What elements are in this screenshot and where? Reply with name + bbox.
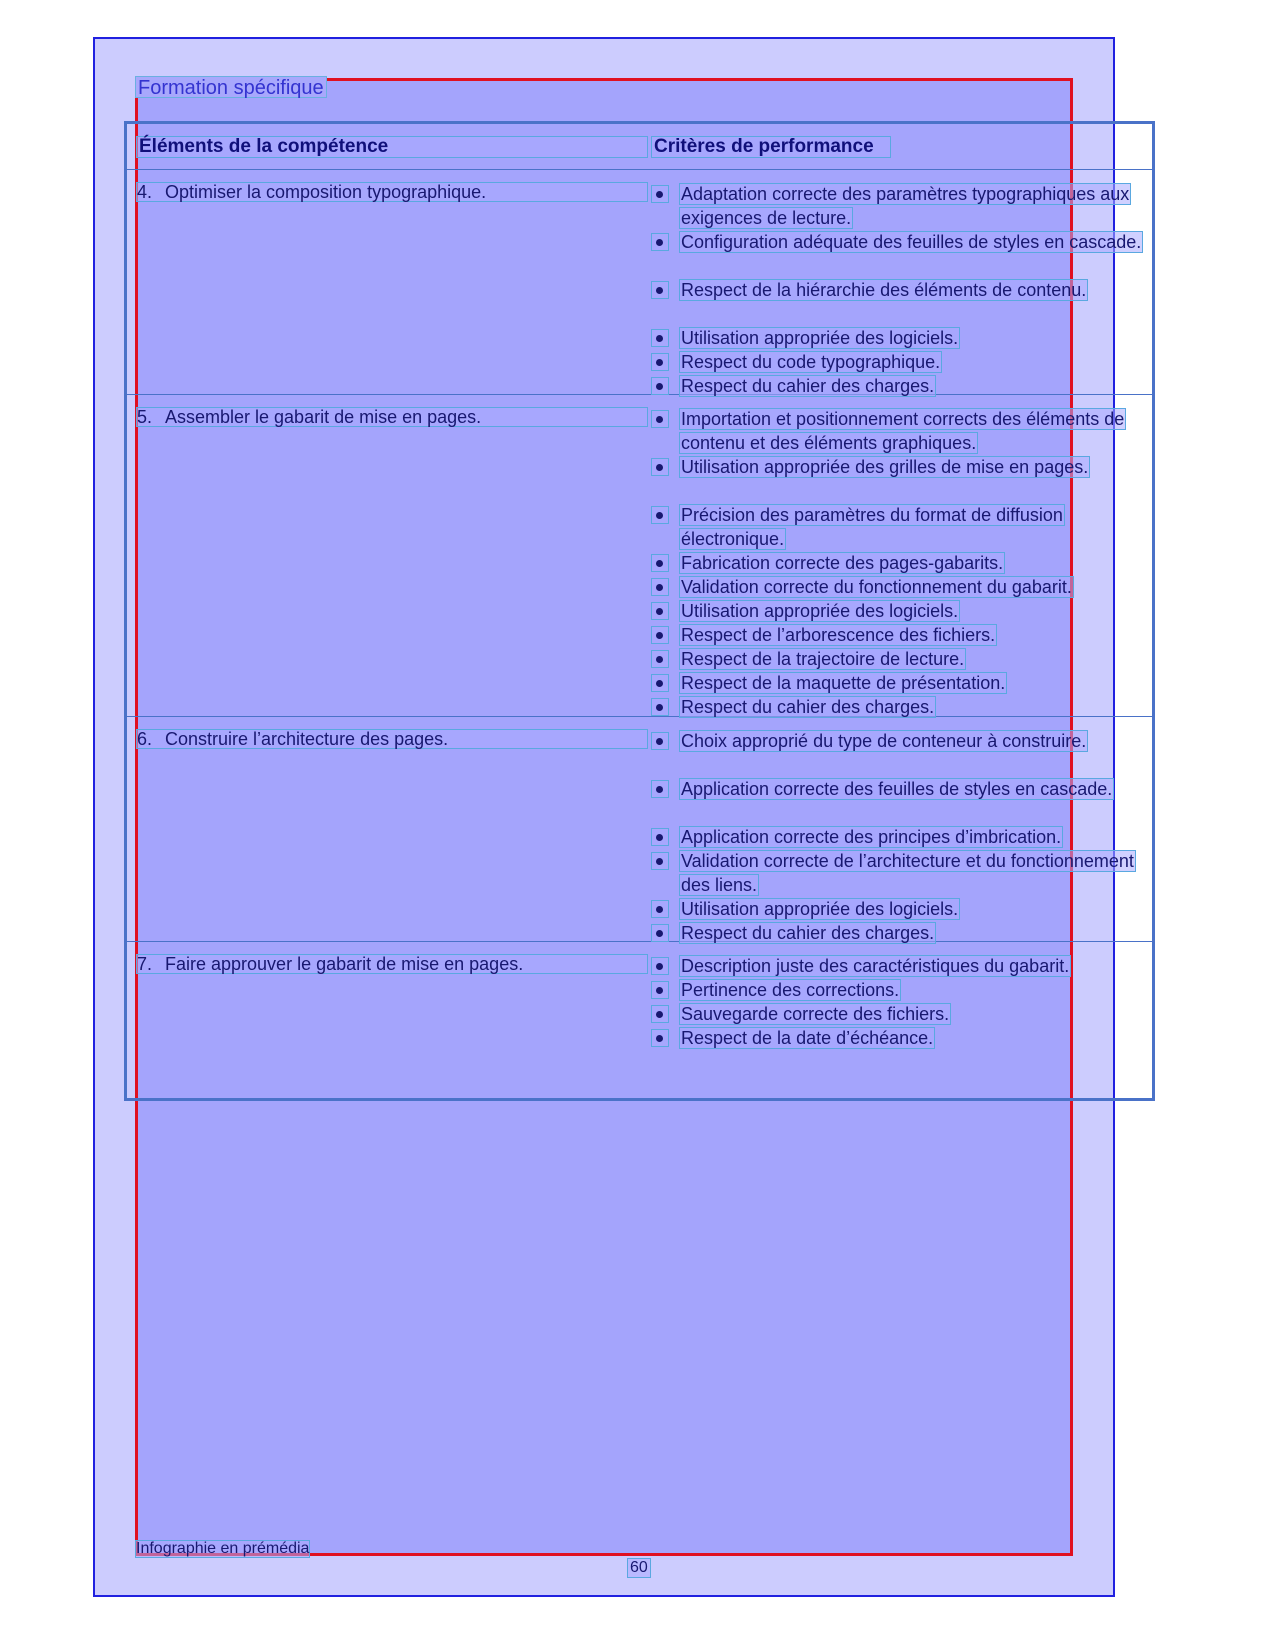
bullet-icon	[651, 410, 669, 428]
criterion-text-span: Validation correcte du fonctionnement du gabarit.	[681, 577, 1072, 597]
criterion-text	[679, 182, 1145, 230]
bullet-icon	[651, 578, 669, 596]
bullet-icon	[651, 650, 669, 668]
criterion-text-span: Respect de l’arborescence des fichiers.	[681, 625, 996, 645]
bullet-icon	[651, 185, 669, 203]
criterion-text-span: Utilisation appropriée des logiciels.	[681, 899, 959, 919]
competence-element	[136, 407, 648, 427]
criterion-text-span: Respect de la hiérarchie des éléments de contenu.	[681, 280, 1087, 300]
criterion-text	[679, 599, 1145, 623]
criterion-text-span: Respect du cahier des charges.	[681, 923, 935, 943]
criterion-text	[679, 407, 1145, 455]
criterion-text-span: Respect de la trajectoire de lecture.	[681, 649, 965, 669]
criterion-text-span: Adaptation correcte des paramètres typographiques aux exigences de lecture.	[681, 184, 1130, 228]
criterion-text	[679, 1002, 1145, 1026]
bullet-icon	[651, 1029, 669, 1047]
element-number: 7.	[137, 954, 153, 974]
criterion-text-span: Utilisation appropriée des grilles de mise en pages.	[681, 457, 1089, 477]
header-criteres: Critères de performance	[651, 136, 891, 158]
criterion-text	[679, 1026, 1145, 1050]
criterion-text-span: Validation correcte de l’architecture et du fonctionnement des liens.	[681, 851, 1134, 895]
bullet-icon	[651, 780, 669, 798]
bullet-icon	[651, 602, 669, 620]
header-elements: Éléments de la compétence	[136, 136, 648, 158]
criterion-text	[679, 695, 1145, 719]
bullet-icon	[651, 233, 669, 251]
element-text: Assembler le gabarit de mise en pages.	[165, 407, 482, 427]
criterion-text	[679, 575, 1145, 599]
criterion-text-span: Importation et positionnement corrects des éléments de contenu et des éléments graphiques.	[681, 409, 1125, 453]
bullet-icon	[651, 981, 669, 999]
bullet-icon	[651, 281, 669, 299]
criterion-text	[679, 623, 1145, 647]
criterion-text	[679, 729, 1145, 753]
page-number: 60	[627, 1558, 651, 1578]
bullet-icon	[651, 900, 669, 918]
criterion-text-span: Sauvegarde correcte des fichiers.	[681, 1004, 950, 1024]
element-text: Faire approuver le gabarit de mise en pages.	[165, 954, 524, 974]
criterion-text-span: Respect du code typographique.	[681, 352, 941, 372]
criterion-text	[679, 978, 1145, 1002]
bullet-icon	[651, 329, 669, 347]
criterion-text	[679, 671, 1145, 695]
criterion-text	[679, 230, 1145, 254]
criterion-text-span: Configuration adéquate des feuilles de styles en cascade.	[681, 232, 1142, 252]
footer-text: Infographie en prémédia	[136, 1540, 310, 1557]
element-text: Construire l’architecture des pages.	[165, 729, 449, 749]
criterion-text	[679, 278, 1145, 302]
criterion-text	[679, 897, 1145, 921]
criterion-text	[679, 455, 1145, 479]
criterion-text	[679, 503, 1145, 551]
criterion-text-span: Choix approprié du type de conteneur à construire.	[681, 731, 1087, 751]
element-number: 5.	[137, 407, 153, 427]
table-row	[127, 170, 1152, 395]
bullet-icon	[651, 1005, 669, 1023]
competence-element	[136, 182, 648, 202]
criterion-text	[679, 825, 1145, 849]
criterion-text-span: Respect du cahier des charges.	[681, 697, 935, 717]
criterion-text	[679, 551, 1145, 575]
table-row	[127, 942, 1152, 1101]
bullet-icon	[651, 698, 669, 716]
criterion-text-span: Description juste des caractéristiques du gabarit.	[681, 956, 1070, 976]
bullet-icon	[651, 377, 669, 395]
bullet-icon	[651, 957, 669, 975]
element-text: Optimiser la composition typographique.	[165, 182, 487, 202]
criterion-text-span: Pertinence des corrections.	[681, 980, 900, 1000]
criterion-text	[679, 326, 1145, 350]
element-number: 4.	[137, 182, 153, 202]
bullet-icon	[651, 458, 669, 476]
section-title: Formation spécifique	[135, 76, 327, 98]
criterion-text-span: Utilisation appropriée des logiciels.	[681, 601, 959, 621]
bullet-icon	[651, 674, 669, 692]
criterion-text	[679, 849, 1145, 897]
bullet-icon	[651, 852, 669, 870]
table-header	[127, 124, 1152, 170]
bullet-icon	[651, 506, 669, 524]
criterion-text-span: Respect du cahier des charges.	[681, 376, 935, 396]
criterion-text-span: Application correcte des feuilles de styles en cascade.	[681, 779, 1113, 799]
criterion-text	[679, 350, 1145, 374]
bullet-icon	[651, 924, 669, 942]
criterion-text-span: Application correcte des principes d’imbrication.	[681, 827, 1062, 847]
table-row	[127, 395, 1152, 717]
table-row	[127, 717, 1152, 942]
competence-table	[124, 121, 1155, 1101]
bullet-icon	[651, 554, 669, 572]
criterion-text-span: Respect de la date d’échéance.	[681, 1028, 934, 1048]
bullet-icon	[651, 353, 669, 371]
criterion-text-span: Précision des paramètres du format de diffusion électronique.	[681, 505, 1063, 549]
criterion-text-span: Fabrication correcte des pages-gabarits.	[681, 553, 1004, 573]
criterion-text	[679, 954, 1145, 978]
criterion-text-span: Respect de la maquette de présentation.	[681, 673, 1006, 693]
bullet-icon	[651, 828, 669, 846]
criterion-text	[679, 647, 1145, 671]
competence-element	[136, 729, 648, 749]
element-number: 6.	[137, 729, 153, 749]
competence-element	[136, 954, 648, 974]
bullet-icon	[651, 626, 669, 644]
criterion-text-span: Utilisation appropriée des logiciels.	[681, 328, 959, 348]
bullet-icon	[651, 732, 669, 750]
criterion-text	[679, 777, 1145, 801]
